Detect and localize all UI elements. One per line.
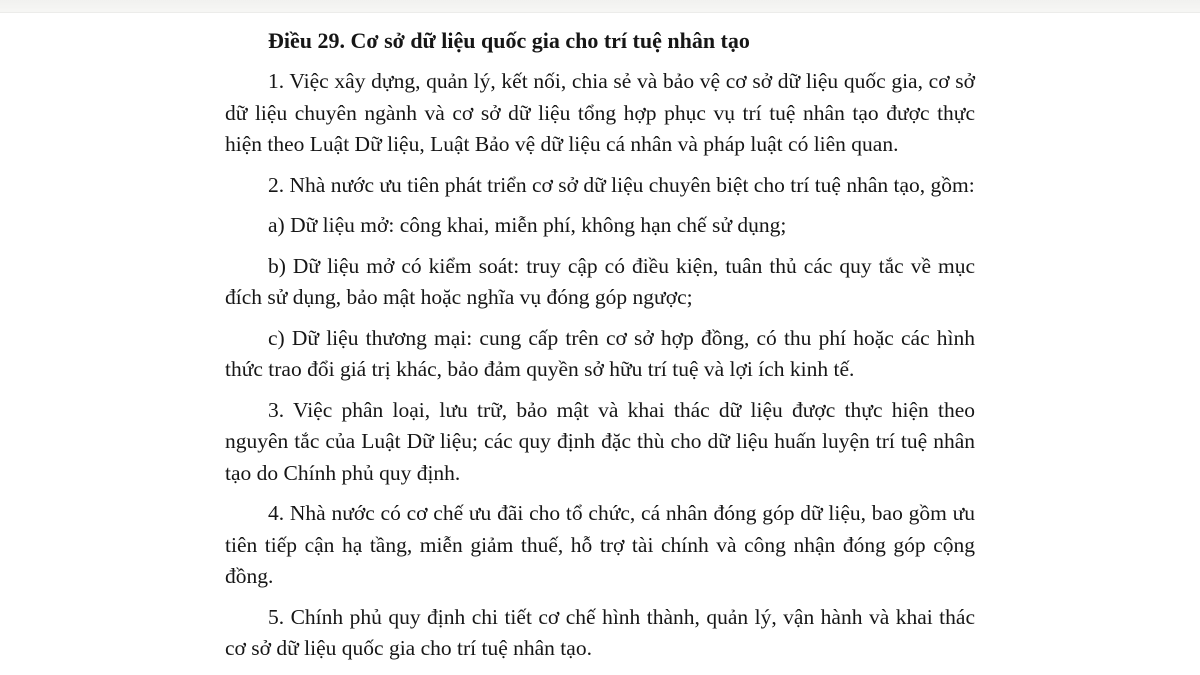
paragraph-clause-4: 4. Nhà nước có cơ chế ưu đãi cho tổ chức, cá nhân đóng góp dữ liệu, bao gồm ưu tiên tiếp cận hạ tầng, miễn giảm thuế, hỗ trợ tài chính và công nhận đóng góp cộng đồng. <box>225 501 975 588</box>
paragraph-clause-3: 3. Việc phân loại, lưu trữ, bảo mật và khai thác dữ liệu được thực hiện theo nguyên tắc của Luật Dữ liệu; các quy định đặc thù cho dữ liệu huấn luyện trí tuệ nhân tạo do Chính phủ quy định. <box>225 397 975 485</box>
paragraph-clause-2: 2. Nhà nước ưu tiên phát triển cơ sở dữ liệu chuyên biệt cho trí tuệ nhân tạo, gồm: <box>268 172 975 197</box>
paragraph-clause-5: 5. Chính phủ quy định chi tiết cơ chế hình thành, quản lý, vận hành và khai thác cơ sở dữ liệu quốc gia cho trí tuệ nhân tạo. <box>225 604 975 660</box>
article-title: Điều 29. Cơ sở dữ liệu quốc gia cho trí tuệ nhân tạo <box>268 28 750 53</box>
document-page <box>0 13 1200 675</box>
paragraph-point-b: b) Dữ liệu mở có kiểm soát: truy cập có điều kiện, tuân thủ các quy tắc về mục đích sử dụng, bảo mật hoặc nghĩa vụ đóng góp ngược; <box>225 253 975 309</box>
paragraph-point-a: a) Dữ liệu mở: công khai, miễn phí, không hạn chế sử dụng; <box>268 213 787 237</box>
paragraph-point-c: c) Dữ liệu thương mại: cung cấp trên cơ sở hợp đồng, có thu phí hoặc các hình thức trao đổi giá trị khác, bảo đảm quyền sở hữu trí tuệ và lợi ích kinh tế. <box>225 325 975 381</box>
article-content <box>225 25 975 674</box>
scan-edge-top <box>0 0 1200 13</box>
paragraph-clause-1: 1. Việc xây dựng, quản lý, kết nối, chia sẻ và bảo vệ cơ sở dữ liệu quốc gia, cơ sở dữ liệu chuyên ngành và cơ sở dữ liệu tổng hợp phục vụ trí tuệ nhân tạo được thực hiện theo Luật Dữ liệu, Luật Bảo vệ dữ liệu cá nhân và pháp luật có liên quan. <box>225 69 975 156</box>
